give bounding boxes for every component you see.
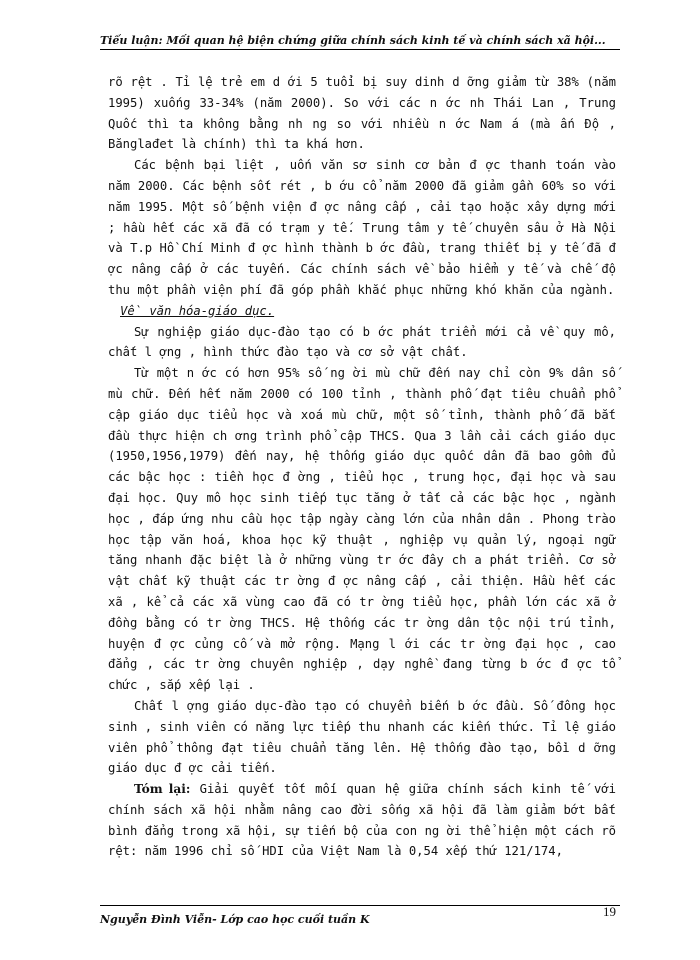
page-footer <box>100 905 620 928</box>
section-heading-culture-education: Về văn hóa-giáo dục. <box>120 303 275 318</box>
summary-lead: Tóm lại: <box>134 782 191 797</box>
paragraph-health-2: Các bệnh bại liệt , uốn văn sơ sinh cơ bản đ ợc thanh toán vào năm 2000. Các bệnh sốt rét , b ớu cổ năm 2000 đã giảm gần 60% so với năm 1995. Một số bệnh viện đ ợc nâng cấp , cải tạo hoặc xây dựng mới ; hầu hết các xã đã có trạm y tế. Trung tâm y tế chuyên sâu ở Hà Nội và T.p Hồ Chí Minh đ ợc hình thành b ớc đầu, trang thiết bị y tế đã đ ợc nâng cấp ở các tuyến. Các chính sách về bảo hiểm y tế và chế độ thu một phần viện phí đã góp phần khắc phục những khó khăn của ngành. <box>108 158 616 297</box>
document-body <box>108 72 616 862</box>
running-header: Tiểu luận: Mối quan hệ biện chứng giữa chính sách kinh tế và chính sách xã hội... <box>100 34 620 50</box>
paragraph-health-1: rõ rệt . Tỉ lệ trẻ em d ới 5 tuổi bị suy dinh d ỡng giảm từ 38% (năm 1995) xuống 33-34% (năm 2000). So với các n ớc nh Thái Lan , Trung Quốc thì ta không bằng nh ng so với nhiều n ớc Nam á (mà ấn Độ , Bănglađet là chính) thì ta khá hơn. <box>108 75 616 152</box>
paragraph-education-3: Chất l ợng giáo dục-đào tạo có chuyển biến b ớc đầu. Số đông học sinh , sinh viên có năng lực tiếp thu nhanh các kiến thức. Tỉ lệ giáo viên phổ thông đạt tiêu chuẩn tăng lên. Hệ thống đào tạo, bồi d ỡng giáo dục đ ợc cải tiến. <box>108 698 616 776</box>
paragraph-summary <box>108 779 616 862</box>
paragraph-education-1: Sự nghiệp giáo dục-đào tạo có b ớc phát triển mới cả về quy mô, chất l ợng , hình thức đào tạo và cơ sở vật chất. <box>108 324 616 360</box>
paragraph-education-2: Từ một n ớc có hơn 95% số ng ời mù chữ đến nay chỉ còn 9% dân số mù chữ. Đến hết năm 2000 có 100 tỉnh , thành phố đạt tiêu chuẩn phổ cập giáo dục tiểu học và xoá mù chữ, một số tỉnh, thành phố đã bắt đầu thực hiện ch ơng trình phổ cập THCS. Qua 3 lần cải cách giáo dục (1950,1956,1979) đến nay, hệ thống giáo dục quốc dân đã bao gồm đủ các bậc học : tiền học đ ờng , tiểu học , trung học, đại học và sau đại học. Quy mô học sinh tiếp tục tăng ở tất cả các bậc học , ngành học , đáp ứng nhu cầu học tập ngày càng lớn của nhân dân . Phong trào học tập văn hoá, khoa học kỹ thuật , nghiệp vụ quản lý, ngoại ngữ tăng nhanh đặc biệt là ở những vùng tr ớc đây ch a phát triển. Cơ sở vật chất kỹ thuật các tr ờng đ ợc nâng cấp , cải thiện. Hầu hết các xã , kể cả các xã vùng cao đã có tr ờng tiểu học, phần lớn các xã ở đồng bằng có tr ờng THCS. Hệ thống các tr ờng dân tộc nội trú tỉnh, huyện đ ợc củng cố và mở rộng. Mạng l ới các tr ờng đại học , cao đẳng , các tr ờng chuyên nghiệp , dạy nghề đang từng b ớc đ ợc tổ chức , sắp xếp lại . <box>108 366 616 693</box>
summary-text: Giải quyết tốt mối quan hệ giữa chính sách kinh tế với chính sách xã hội nhằm nâng cao đời sống xã hội đã làm giảm bớt bất bình đẳng trong xã hội, sự tiến bộ của con ng ời thể hiện một cách rõ rệt: năm 1996 chỉ số HDI của Việt Nam là 0,54 xếp thứ 121/174, <box>108 782 617 859</box>
footer-author: Nguyễn Đình Viễn- Lớp cao học cuối tuần K <box>100 913 370 926</box>
page-number: 19 <box>603 904 616 919</box>
